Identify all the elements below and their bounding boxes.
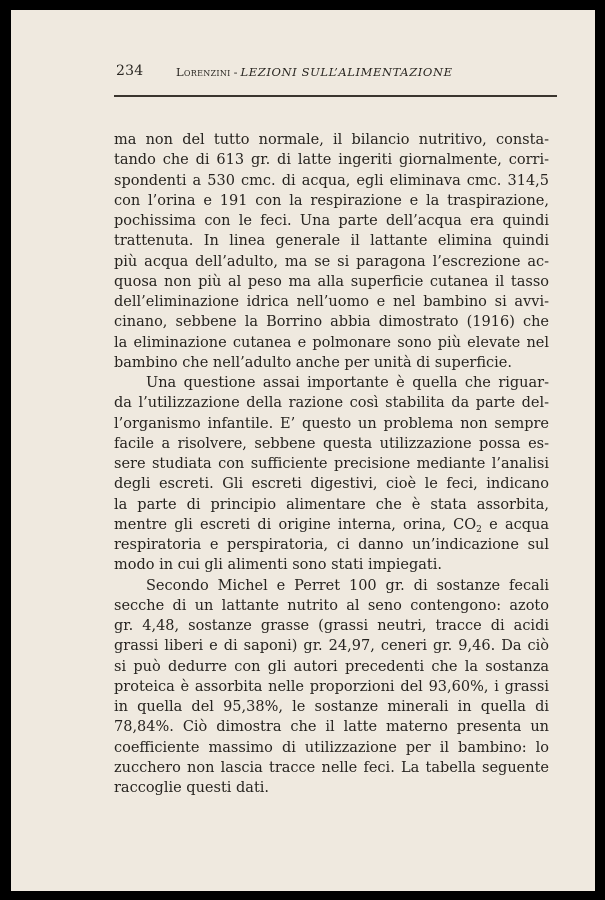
text-line: secche di un lattante nutrito al seno contengono: azoto — [114, 597, 549, 614]
text-line: la parte di principio alimentare che è stata assorbita, — [114, 496, 549, 513]
running-separator: - — [233, 65, 238, 79]
running-book-title: LEZIONI SULL’ALIMENTAZIONE — [240, 65, 453, 79]
text-line: bambino che nell’adulto anche per unità di superficie. — [114, 354, 512, 371]
text-line: degli escreti. Gli escreti digestivi, cioè le feci, indicano — [114, 476, 549, 493]
text-line: si può dedurre con gli autori precedenti che la sostanza — [114, 658, 549, 675]
running-header — [116, 63, 556, 85]
text-line: spondenti a 530 cmc. di acqua, egli eliminava cmc. 314,5 — [114, 172, 549, 189]
text-line: 78,84%. Ciò dimostra che il latte materno presenta un — [114, 719, 549, 736]
text-line: trattenuta. In linea generale il lattante elimina quindi — [114, 233, 549, 250]
text-line: grassi liberi e di saponi) gr. 24,97, ceneri gr. 9,46. Da ciò — [114, 638, 549, 655]
text-line — [114, 515, 549, 535]
text-line: ma non del tutto normale, il bilancio nutritivo, consta- — [114, 132, 549, 148]
text-line: cinano, sebbene la Borrino abbia dimostrato (1916) che — [114, 314, 549, 331]
running-author: Lorenzini — [176, 65, 231, 79]
text-line: Una questione assai importante è quella che riguar- — [146, 375, 549, 391]
text-line: dell’eliminazione idrica nell’uomo e nel bambino si avvi- — [114, 294, 549, 310]
header-rule — [114, 95, 557, 97]
text-line: pochissima con le feci. Una parte dell’acqua era quindi — [114, 213, 549, 229]
text-line: più acqua dell’adulto, ma se si paragona l’escrezione ac- — [114, 253, 549, 270]
text-line-end: e acqua — [481, 516, 549, 533]
body-text — [114, 130, 549, 798]
text-line: modo in cui gli alimenti sono stati impiegati. — [114, 557, 442, 574]
text-line: l’organismo infantile. E’ questo un problema non sempre — [114, 415, 549, 432]
text-line: facile a risolvere, sebbene questa utilizzazione possa es- — [114, 435, 549, 452]
text-line: coefficiente massimo di utilizzazione per il bambino: lo — [114, 739, 549, 756]
text-line: tando che di 613 gr. di latte ingeriti giornalmente, corri- — [114, 152, 549, 169]
text-line-start: mentre gli escreti di origine interna, orina, CO — [114, 516, 477, 533]
text-line: sere studiata con sufficiente precisione mediante l’analisi — [114, 456, 549, 472]
text-line: in quella del 95,38%, le sostanze minerali in quella di — [114, 699, 549, 715]
subscript-two: 2 — [476, 524, 482, 535]
text-line: con l’orina e 191 con la respirazione e la traspirazione, — [114, 192, 549, 209]
page-number: 234 — [116, 63, 144, 79]
text-line: raccoglie questi dati. — [114, 780, 270, 796]
text-line: Secondo Michel e Perret 100 gr. di sostanze fecali — [146, 577, 549, 594]
text-line: quosa non più al peso ma alla superficie cutanea il tasso — [114, 273, 549, 290]
text-line: la eliminazione cutanea e polmonare sono più elevate nel — [114, 334, 549, 351]
text-line: proteica è assorbita nelle proporzioni del 93,60%, i grassi — [114, 678, 549, 695]
text-line: zucchero non lascia tracce nelle feci. La tabella seguente — [114, 759, 549, 776]
running-title — [176, 65, 453, 79]
text-line: da l’utilizzazione della razione così stabilita da parte del- — [114, 395, 549, 412]
book-page — [11, 10, 595, 891]
text-line: gr. 4,48, sostanze grasse (grassi neutri, tracce di acidi — [114, 618, 549, 634]
text-line: respiratoria e perspiratoria, ci danno un’indicazione sul — [114, 537, 549, 553]
